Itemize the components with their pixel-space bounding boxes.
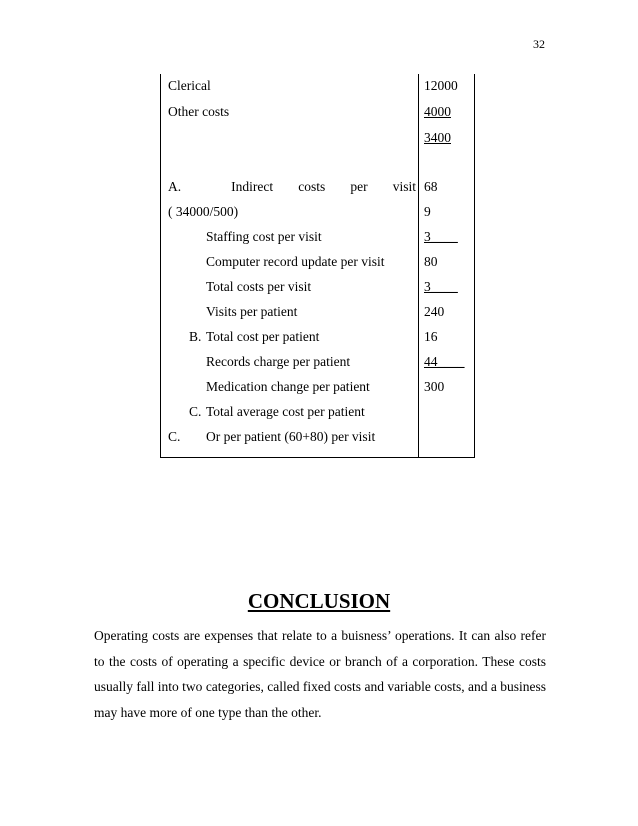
row-label: Total cost per patient — [206, 329, 320, 344]
row-label: Records charge per patient — [206, 354, 351, 369]
conclusion-heading: CONCLUSION — [247, 589, 391, 613]
row-value: 240 — [424, 304, 445, 319]
table-row-other-costs — [161, 104, 474, 126]
label-word: costs — [298, 179, 326, 194]
row-marker: B. — [189, 329, 202, 344]
row-label — [168, 179, 416, 195]
row-label: Staffing cost per visit — [206, 229, 322, 244]
row-value: 3____ — [424, 279, 458, 294]
table-row-per-patient — [161, 429, 474, 451]
conclusion-paragraph: Operating costs are expenses that relate to a buisness’ operations. It can also refer to the costs of operating a specific device or branch of a corporation. These costs usually fall into two categories, called fixed costs and variable costs, and a business may have more of one type than the other. — [94, 628, 546, 720]
row-label: Medication change per patient — [206, 379, 370, 394]
page-number: 32 — [533, 37, 545, 51]
row-label: Total costs per visit — [206, 279, 312, 294]
row-label: Or per patient (60+80) per visit — [206, 429, 376, 444]
row-label: Visits per patient — [206, 304, 298, 319]
table-row-records-charge — [161, 354, 474, 376]
row-value: 12000 — [424, 78, 458, 93]
table-row-total-per-patient — [161, 329, 474, 351]
row-label: Other costs — [168, 104, 230, 119]
row-value: 16 — [424, 329, 438, 344]
row-label: Computer record update per visit — [206, 254, 385, 269]
row-marker: C. — [168, 429, 181, 444]
table-row-total-average — [161, 404, 474, 426]
table-row-subtotal — [161, 130, 474, 152]
row-value: 9 — [424, 204, 431, 219]
cost-table — [160, 74, 475, 458]
table-row-visits — [161, 304, 474, 326]
table-row-indirect-costs — [161, 179, 474, 201]
row-value: 44____ — [424, 354, 465, 369]
label-word: visit — [392, 179, 416, 194]
row-label: Total average cost per patient — [206, 404, 365, 419]
table-row-computer-record — [161, 254, 474, 276]
table-row-calculation — [161, 204, 474, 226]
row-marker: A. — [168, 179, 182, 194]
row-label: Clerical — [168, 78, 211, 93]
table-row-staffing — [161, 229, 474, 251]
label-word: per — [350, 179, 368, 194]
row-value: 3400 — [424, 130, 451, 145]
table-row-total-per-visit — [161, 279, 474, 301]
row-label: ( 34000/500) — [168, 204, 239, 219]
row-value: 68 — [424, 179, 438, 194]
row-value: 300 — [424, 379, 445, 394]
label-word: Indirect — [231, 179, 274, 194]
table-row-medication — [161, 379, 474, 401]
row-value: 3____ — [424, 229, 458, 244]
table-row-clerical — [161, 78, 474, 100]
row-value: 4000 — [424, 104, 451, 119]
row-value: 80 — [424, 254, 438, 269]
row-marker: C. — [189, 404, 202, 419]
